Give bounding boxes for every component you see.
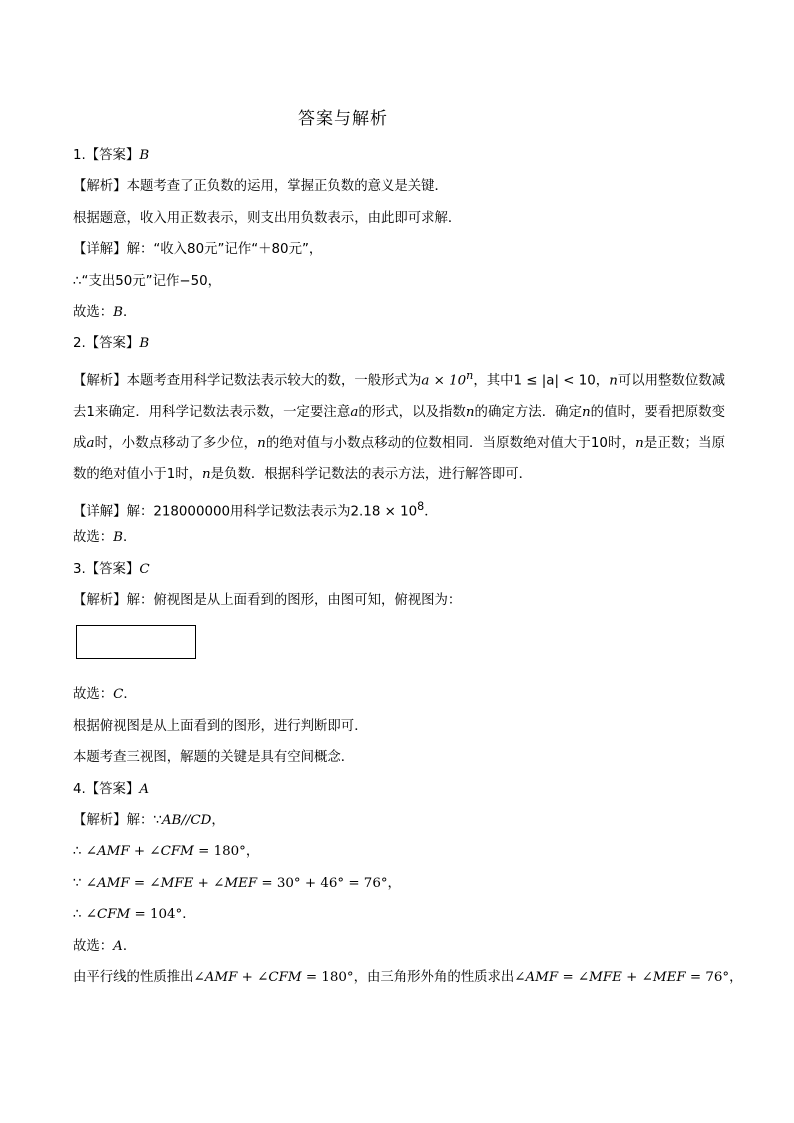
q3-answer-line: [73, 554, 725, 585]
q2-analysis-text-2: ，其中1 ≤ |a| < 10，: [473, 373, 610, 389]
q1-select-line: [73, 297, 725, 328]
q1-answer-label: 1.【答案】: [73, 148, 140, 163]
q2-analysis-text-5: 的确定方法．确定: [474, 404, 583, 420]
q2-select-suffix: ．: [123, 530, 137, 546]
q1-analysis-text: 本题考查了正负数的运用，掌握正负数的意义是关键．: [126, 179, 448, 195]
q4-select-suffix: ．: [122, 938, 137, 954]
q4-step-3-math: ∠AMF = ∠MFE + ∠MEF: [85, 875, 258, 891]
q4-analysis-prefix: 解：∵: [126, 812, 162, 828]
q2-var-n-5: n: [635, 436, 644, 452]
q4-summary-math-1: ∠AMF + ∠CFM: [193, 969, 302, 985]
q2-select-prefix: 故选：: [73, 530, 114, 546]
q2-var-a-2: a: [86, 436, 95, 452]
q4-summary-text-1: 由平行线的性质推出: [73, 969, 194, 985]
q2-select-line: [73, 522, 725, 553]
q4-summary-text-2: = 180°，由三角形外角的性质求出: [301, 969, 515, 985]
q2-formula: a × 10: [421, 373, 467, 389]
q2-var-n: n: [609, 373, 618, 389]
q4-analysis-line: [73, 805, 725, 836]
q2-analysis-text-9: 是正数；当原数的绝对值小于1时，: [73, 436, 726, 483]
q2-analysis-paragraph: [73, 360, 725, 491]
q2-analysis-text-8: 的绝对值与小数点移动的位数相同．当原数绝对值大于10时，: [265, 436, 636, 452]
q3-answer-value: C: [139, 561, 150, 577]
q2-analysis-text-10: 是负数．根据科学记数法的表示方法，进行解答即可．: [210, 467, 533, 483]
q2-analysis-text-3: 可以用整数位数减去1来确定．用科学记数法表示数，一定要注意: [73, 373, 726, 420]
q4-parallel-lines: AB//CD: [161, 812, 212, 828]
q4-step-4-rest: = 104°．: [130, 907, 196, 923]
q3-select-line: [73, 679, 725, 710]
q3-select-prefix: 故选：: [73, 687, 114, 703]
q4-step-4: [73, 899, 725, 930]
q1-analysis-line-2: 根据题意，收入用正数表示，则支出用负数表示，由此即可求解．: [73, 210, 462, 226]
q2-detail-line: [73, 491, 725, 522]
q1-analysis-line: [73, 171, 725, 202]
q3-select-suffix: ．: [123, 687, 137, 703]
q3-note-line-2: 本题考查三视图，解题的关键是具有空间概念．: [73, 750, 355, 766]
q4-step-3: [73, 868, 725, 899]
q2-var-n-6: n: [202, 467, 211, 483]
q2-analysis-text-6: 的值时，要看把原数变成: [73, 404, 726, 452]
q1-answer-value: B: [139, 148, 150, 163]
q2-detail-label: 【详解】: [73, 504, 127, 520]
q1-select-prefix: 故选：: [73, 304, 114, 320]
q4-analysis-end: ，: [211, 812, 225, 828]
q4-analysis-label: 【解析】: [73, 812, 127, 828]
q3-top-view-figure: [73, 616, 725, 679]
q2-var-a: a: [350, 404, 359, 420]
q4-select-prefix: 故选：: [73, 938, 114, 954]
q4-summary-line: [73, 962, 743, 993]
q4-summary-text-3: = 76°，: [685, 969, 743, 985]
q3-analysis-text: 解：俯视图是从上面看到的图形，由图可知，俯视图为：: [126, 593, 462, 608]
q2-analysis-label: 【解析】: [73, 373, 127, 389]
q4-step-3-rest: = 30° + 46° = 76°，: [257, 875, 401, 891]
q4-answer-line: [73, 774, 725, 805]
q4-step-4-prefix: ∴: [73, 907, 86, 923]
q4-select-value: A: [113, 938, 123, 954]
q4-answer-value: A: [139, 781, 150, 797]
q4-select-line: [73, 931, 725, 962]
page-title: 答案与解析: [298, 109, 388, 129]
q2-analysis-text-4: 的形式，以及指数: [358, 404, 466, 420]
q2-answer-value: B: [139, 336, 150, 352]
q1-detail-label: 【详解】: [73, 242, 127, 258]
q2-var-n-4: n: [257, 436, 266, 452]
q2-detail-text: 解：218000000用科学记数法表示为2.18 × 10: [126, 504, 418, 520]
q2-var-n-2: n: [465, 404, 475, 420]
q2-answer-label: 2.【答案】: [73, 336, 140, 352]
q1-answer-line: [73, 140, 725, 171]
q1-detail-line: [73, 234, 725, 265]
q1-analysis-label: 【解析】: [73, 179, 127, 195]
q1-detail-text: 解：“收入80元”记作“＋80元”，: [126, 242, 323, 258]
q3-answer-label: 3.【答案】: [73, 561, 140, 577]
q2-analysis-text-7: 时，小数点移动了多少位，: [94, 436, 258, 452]
q4-step-2: [73, 836, 725, 867]
q2-detail-exponent: 8: [417, 499, 425, 513]
q2-select-value: B: [113, 530, 124, 546]
q1-select-suffix: ．: [123, 304, 137, 320]
q1-select-value: B: [113, 304, 124, 320]
q4-answer-label: 4.【答案】: [73, 781, 140, 797]
q2-answer-line: [73, 328, 725, 359]
q4-summary-math-2: ∠AMF = ∠MFE + ∠MEF: [514, 969, 686, 985]
answer-content: [73, 140, 743, 993]
q2-formula-exponent: n: [466, 368, 474, 382]
q1-detail-line-2: ∴“支出50元”记作−50，: [73, 273, 222, 289]
q4-step-2-prefix: ∴: [73, 844, 86, 860]
q3-analysis-line: [73, 585, 725, 616]
q4-step-2-math: ∠AMF + ∠CFM: [85, 844, 194, 860]
q3-note-line-1: 根据俯视图是从上面看到的图形，进行判断即可．: [73, 718, 368, 734]
q4-step-4-math: ∠CFM: [85, 907, 131, 923]
q2-var-n-3: n: [582, 404, 591, 420]
q4-step-2-rest: = 180°，: [193, 844, 260, 860]
top-view-rectangle: [76, 625, 196, 659]
q2-analysis-text-1: 本题考查用科学记数法表示较大的数，一般形式为: [126, 373, 422, 389]
q4-step-3-prefix: ∵: [73, 875, 86, 891]
q3-select-value: C: [113, 687, 124, 703]
q3-analysis-label: 【解析】: [73, 593, 127, 608]
q2-detail-end: ．: [424, 504, 438, 520]
